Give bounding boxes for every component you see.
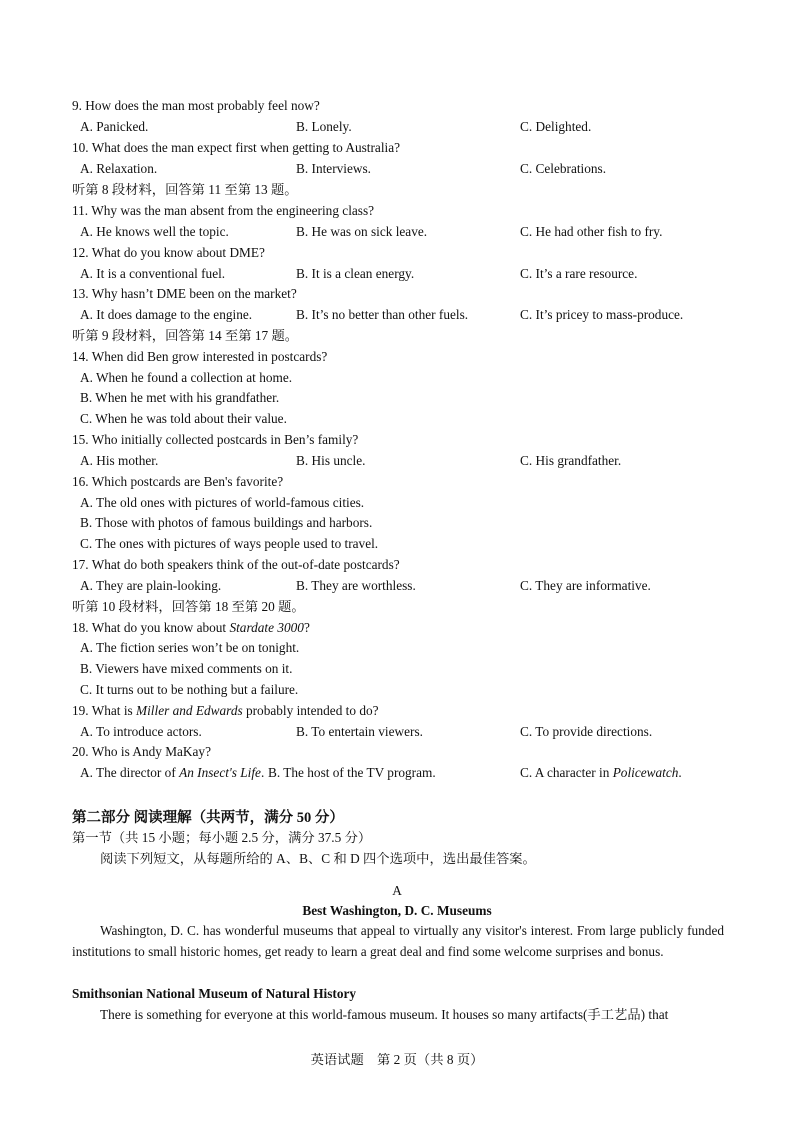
option-a: A. When he found a collection at home. [80, 370, 293, 385]
question-19 [72, 701, 732, 721]
option-a: A. Relaxation. [80, 161, 158, 176]
option-b: B. Those with photos of famous buildings and harbors. [80, 515, 373, 530]
question-title-italic: Miller and Edwards [136, 703, 243, 718]
question-text-end: probably intended to do? [242, 703, 379, 718]
option-c: C. It’s pricey to mass-produce. [520, 307, 684, 322]
option-b: B. He was on sick leave. [296, 224, 428, 239]
option-a: A. The old ones with pictures of world-famous cities. [80, 495, 365, 510]
question-10: 10. What does the man expect first when getting to Australia? [72, 140, 401, 155]
section-10-instruction: 听第 10 段材料，回答第 18 至第 20 题。 [72, 599, 305, 614]
question-text: 19. What is [72, 703, 137, 718]
option-b: B. The host of the TV program. [268, 765, 436, 780]
option-a: A. Panicked. [80, 119, 149, 134]
question-text: 18. What do you know about [72, 620, 230, 635]
option-c: C. The ones with pictures of ways people used to travel. [80, 536, 379, 551]
question-15: 15. Who initially collected postcards in Ben’s family? [72, 432, 359, 447]
section-9-instruction: 听第 9 段材料，回答第 14 至第 17 题。 [72, 328, 299, 343]
option-b: B. Viewers have mixed comments on it. [80, 661, 293, 676]
passage-paragraph-1: Washington, D. C. has wonderful museums that appeal to virtually any visitor's interest. From large publicly funded institutions to small historic homes, get ready to learn a great deal and find some welcome surprises and bonus. [72, 923, 724, 959]
passage-subheading: Smithsonian National Museum of Natural History [72, 986, 357, 1001]
passage-title: Best Washington, D. C. Museums [302, 903, 492, 918]
question-20: 20. Who is Andy MaKay? [72, 744, 211, 759]
option-text-end: . [678, 765, 682, 780]
option-a: A. It does damage to the engine. [80, 307, 253, 322]
option-text: A. The director of [80, 765, 180, 780]
option-a: A. It is a conventional fuel. [80, 266, 226, 281]
option-text: C. A character in [520, 765, 613, 780]
option-c [520, 763, 682, 783]
option-b: B. When he met with his grandfather. [80, 390, 280, 405]
question-18 [72, 618, 732, 638]
option-b: B. Interviews. [296, 161, 371, 176]
part-2-heading: 第二部分 阅读理解（共两节，满分 50 分） [72, 810, 344, 826]
option-b: B. To entertain viewers. [296, 724, 423, 739]
question-text-end: ? [303, 620, 310, 635]
question-12: 12. What do you know about DME? [72, 245, 265, 260]
option-b: B. His uncle. [296, 453, 366, 468]
page-footer: 英语试题 第 2 页（共 8 页） [310, 1052, 484, 1067]
part-2-instruction: 阅读下列短文，从每题所给的 A、B、C 和 D 四个选项中，选出最佳答案。 [100, 851, 536, 866]
question-14: 14. When did Ben grow interested in postcards? [72, 349, 328, 364]
option-a: A. To introduce actors. [80, 724, 202, 739]
option-c: C. His grandfather. [520, 453, 622, 468]
option-a: A. His mother. [80, 453, 159, 468]
option-a [80, 763, 264, 783]
option-c: C. It’s a rare resource. [520, 266, 638, 281]
option-title-italic: An Insect's Life [179, 765, 261, 780]
option-c: C. It turns out to be nothing but a failure. [80, 682, 299, 697]
part-2-section-1: 第一节（共 15 小题；每小题 2.5 分，满分 37.5 分） [72, 830, 372, 845]
option-a: A. The fiction series won’t be on tonight. [80, 640, 300, 655]
option-b: B. They are worthless. [296, 578, 416, 593]
question-title-italic: Stardate 3000 [229, 620, 304, 635]
option-b: B. It’s no better than other fuels. [296, 307, 469, 322]
option-title-italic: Policewatch [612, 765, 679, 780]
option-b: B. Lonely. [296, 119, 352, 134]
option-c: C. When he was told about their value. [80, 411, 287, 426]
option-a: A. They are plain-looking. [80, 578, 222, 593]
option-c: C. Delighted. [520, 119, 592, 134]
question-9: 9. How does the man most probably feel now? [72, 98, 320, 113]
option-c: C. They are informative. [520, 578, 651, 593]
option-c: C. Celebrations. [520, 161, 607, 176]
passage-paragraph-2: There is something for everyone at this world-famous museum. It houses so many artifacts(手工艺品) that [100, 1007, 669, 1022]
option-c: C. He had other fish to fry. [520, 224, 663, 239]
option-c: C. To provide directions. [520, 724, 653, 739]
section-8-instruction: 听第 8 段材料，回答第 11 至第 13 题。 [72, 182, 298, 197]
option-text-end: . [260, 765, 265, 780]
option-b: B. It is a clean energy. [296, 266, 415, 281]
question-16: 16. Which postcards are Ben's favorite? [72, 474, 284, 489]
option-a: A. He knows well the topic. [80, 224, 229, 239]
passage-letter: A [392, 883, 402, 898]
question-11: 11. Why was the man absent from the engineering class? [72, 203, 375, 218]
question-17: 17. What do both speakers think of the out-of-date postcards? [72, 557, 400, 572]
question-13: 13. Why hasn’t DME been on the market? [72, 286, 297, 301]
